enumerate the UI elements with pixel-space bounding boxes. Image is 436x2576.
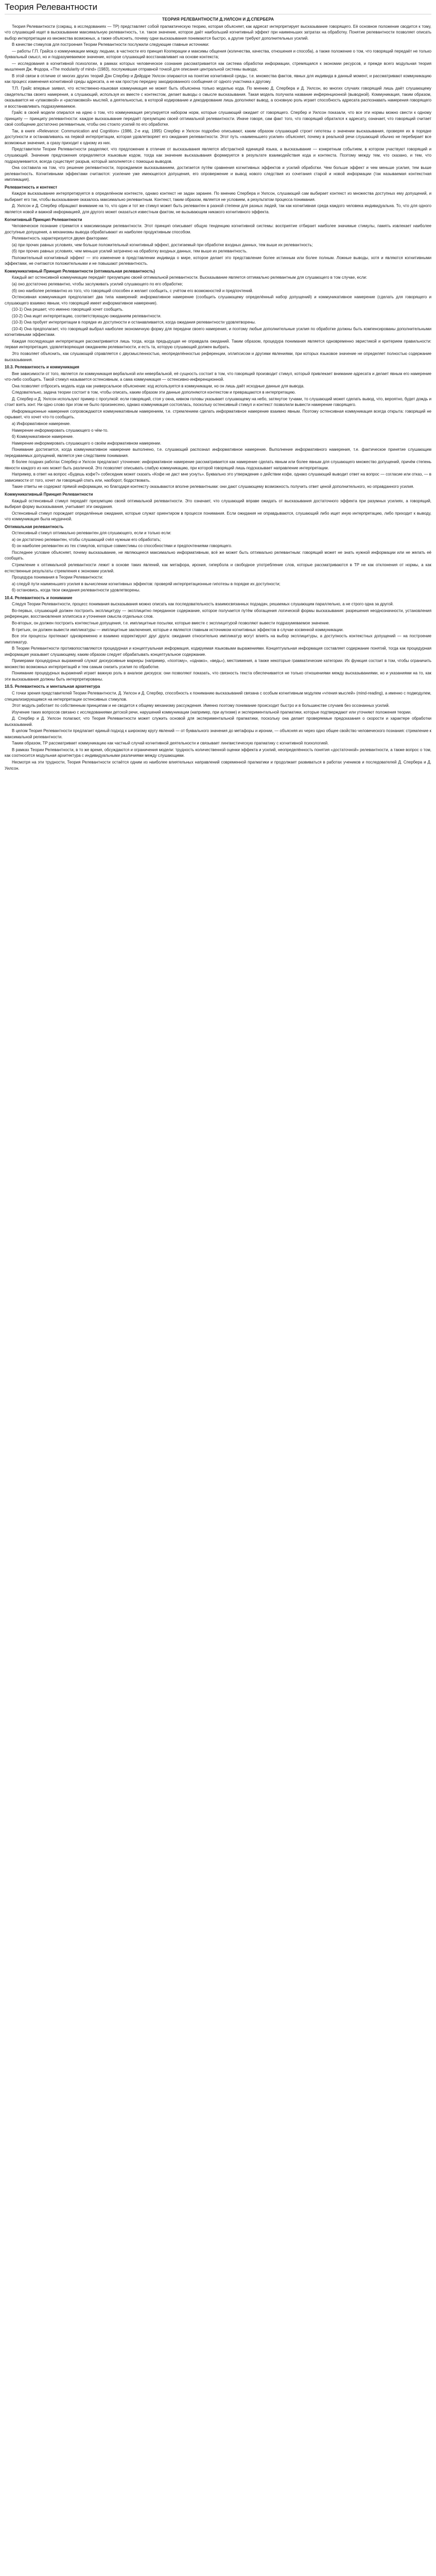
paragraph: Намерение информировать слушающего о своём информативном намерении. — [12, 440, 162, 446]
paragraph: Во-первых, слушающий должен построить эксплицитуру — эксплицитно переданное содержание, которое получается путём обогащения логической формы высказывания: разрешения неоднозначности, установления референции, восстановления эллипсиса и уточнения смысла отдельных слов. — [5, 608, 431, 619]
paragraph: Следовательно, задача теории состоит в том, чтобы описать, каким образом эти данные дополняются контекстом и превращаются в интерпретацию. — [12, 390, 296, 395]
paragraph: б) он наиболее релевантен из тех стимулов, которые совместимы со способностями и предпочтениями говорящего. — [12, 544, 233, 549]
paragraph: б) Коммуникативное намерение. — [12, 434, 74, 439]
paragraph: В целом Теория Релевантности предлагает единый подход к широкому кругу явлений — от буквального значения до метафоры и иронии, — объясняя их через одно общее свойство человеческого познания: стремление к максимальной релевантности. — [5, 728, 431, 739]
paragraph: Таким образом, ТР рассматривает коммуникацию как частный случай когнитивной деятельности и связывает лингвистическую прагматику с когнитивной психологией. — [12, 741, 329, 746]
paragraph: — работы Г.П. Грайса о коммуникации между людьми, в частности его принцип Кооперации и максимы общения (количества, качества, отношения и способа), а также положение о том, что говорящий передаёт не только буквальный смысл, но и подразумеваемое значение, которое слушающий восстанавливает на основе контекста; — [5, 48, 431, 60]
paragraph: С точки зрения представителей Теории Релевантности, Д. Уилсон и Д. Спербер, способность к пониманию высказываний связана с особым когнитивным модулем «чтения мыслей» (mind-reading), а именно с подмодулем, специализирующимся на интерпретации остенсивных стимулов. — [5, 690, 431, 702]
paragraph: (б) при прочих равных условиях, чем меньше усилий затрачено на обработку входных данных, тем выше их релевантность. — [12, 249, 248, 254]
paragraph: Каждое высказывание интерпретируется в определённом контексте, однако контекст не задан заранее. По мнению Спербера и Уилсон, слушающий сам выбирает контекст из множества доступных ему допущений, и выбирает его так, чтобы высказывание оказалось максимально релевантным. Контекст, таким образом, является не условием, а результатом процесса понимания. — [5, 191, 431, 202]
paragraph: Последнее условие объясняет, почему высказывание, не являющееся максимально информативным, всё же может быть оптимально релевантным: говорящий может не знать нужной информации или не желать её сообщать. — [5, 550, 431, 561]
section-heading: 10.3. Релевантность и коммуникация — [5, 365, 79, 370]
section-heading: Коммуникативный Принцип Релевантности (оптимальная релевантность) — [5, 268, 155, 274]
paragraph: а) Информативное намерение. — [12, 421, 71, 426]
paragraph: Вне зависимости от того, является ли коммуникация вербальной или невербальной, её сущность состоит в том, что говорящий производит стимул, который привлекает внимание адресата и делает явным его намерение что-либо сообщить. Такой стимул называется остенсивным, а сама коммуникация — остенсивно-инференционной. — [5, 371, 431, 382]
paragraph: Информационные намерения сопровождаются коммуникативным намерением, т.е. стремлением сделать информативное намерение взаимно явным. Поэтому остенсивная коммуникация всегда открыта: говорящий не скрывает, что хочет что-то сообщить. — [5, 409, 431, 420]
section-heading: 10.4. Релевантность и понимание — [5, 595, 73, 600]
paragraph: Понимание достигается, когда коммуникативное намерение выполнено, т.е. слушающий распознал информативное намерение. Выполнение информативного намерения, т.е. фактическое принятие слушающим передаваемых допущений, является уже следствием понимания. — [5, 447, 431, 458]
paragraph: В более поздних работах Спербер и Уилсон предлагают уточнение: информативное намерение рассматривается как намерение сделать явным или более явным для слушающего множество допущений, причём степень явности каждого из них может быть различной. Это позволяет описывать слабую коммуникацию, при которой говорящий лишь подсказывает направление интерпретации. — [5, 460, 431, 470]
document-body — [5, 24, 431, 773]
page-title: Теория Релевантности — [5, 0, 431, 14]
paragraph: Все эти процессы протекают одновременно и взаимно корректируют друг друга: ожидания относительно импликатур могут влиять на выбор эксплицитуры, а доступность контекстных допущений — на построение импликатур. — [5, 634, 431, 645]
paragraph: В Теории Релевантности противопоставляются процедурная и концептуальная информация, кодируемая языковыми выражениями. Концептуальная информация составляет содержание понятий, тогда как процедурная информация указывает слушающему, каким образом следует обрабатывать концептуальное содержание. — [5, 646, 431, 657]
paragraph: а) он достаточно релевантен, чтобы слушающий счёл нужным его обработать; — [12, 537, 161, 542]
section-heading: 10.5. Релевантность и ментальная архитектура — [5, 684, 100, 689]
paragraph: (10-1) Она решает, что именно говорящий хочет сообщить. — [12, 307, 124, 312]
document-page — [0, 0, 436, 773]
paragraph: Остенсивный стимул оптимально релевантен для слушающего, если и только если: — [12, 531, 171, 536]
paragraph: Такие ответы не содержат прямой информации, но благодаря контексту оказываются вполне релевантными: они дают слушающему возможность получить ответ ценой дополнительного, но оправданного усилия. — [12, 484, 414, 489]
paragraph: В качестве стимулов для построения Теории Релевантности послужили следующие главные источники: — [12, 42, 210, 47]
paragraph: Остенсивная коммуникация предполагает два типа намерений: информативное намерение (сообщить слушающему определённый набор допущений) и коммуникативное намерение (сделать для говорящего и слушающего взаимно явным, что говорящий имеет информативное намерение). — [5, 295, 431, 306]
paragraph: В рамках Теории Релевантности, в то же время, обсуждаются и ограничения модели: трудность количественной оценки эффекта и усилий, неопределённость понятия «достаточной» релевантности, а также вопрос о том, как соотносится модульная архитектура с индивидуальными различиями между слушающими. — [5, 747, 431, 758]
paragraph: Грайс в своей модели опирался на идею о том, что коммуникация регулируется набором норм, которые слушающий ожидает от говорящего. Спербер и Уилсон показали, что все эти нормы можно свести к одному принципу — принципу релевантности: каждое высказывание передаёт презумпцию своей оптимальной релевантности. Иначе говоря, сам факт того, что говорящий обратился к адресату, означает, что говорящий считает своё сообщение достаточно релевантным, чтобы оно стоило усилий по его обработке. — [5, 110, 431, 127]
paragraph: (б) оно наиболее релевантно из того, что говорящий способен и желает сообщить, с учётом его возможностей и предпочтений. — [12, 288, 253, 293]
paragraph: Примерами процедурных выражений служат дискурсивные маркеры (например, «поэтому», «однако», «ведь»), местоимения, а также некоторые грамматические категории. Их функция состоит в том, чтобы ограничить множество возможных интерпретаций и тем самым снизить усилия по обработке. — [5, 658, 431, 669]
section-heading: Когнитивный Принцип Релевантности — [5, 217, 82, 222]
paragraph: Процедура понимания в Теории Релевантности: — [12, 575, 103, 580]
paragraph: Представители Теории Релевантности разделяют, что предложение в отличие от высказывания является абстрактной единицей языка, а высказывание — конкретным событием, в котором участвуют говорящий и слушающий. Значение предложения определяется языковым кодом, тогда как значение высказывания формируется в результате взаимодействия кода и контекста. Поэтому между тем, что сказано, и тем, что подразумевается, всегда существует разрыв, который заполняется с помощью выводов. — [5, 147, 431, 164]
section-heading: Оптимальная релевантность — [5, 524, 64, 529]
paragraph: Каждый остенсивный стимул передаёт презумпцию своей оптимальной релевантности. Это означает, что слушающий вправе ожидать от высказывания достаточного эффекта при разумных усилиях, а говорящий, выбирая форму высказывания, учитывает эти ожидания. — [5, 498, 431, 510]
paragraph: В-третьих, он должен вывести импликатуры — имплицитные заключения, которые и являются главным источником когнитивных эффектов в случае косвенной коммуникации. — [12, 627, 344, 632]
paragraph: Т.П. Грайс впервые заявил, что естественно-языковая коммуникация не может быть объяснена только моделью кода. По мнению Д. Спербера и Д. Уилсон, во многих случаях говорящий лишь даёт слушающему свидетельства своего намерения, а слушающий, используя их вместе с контекстом, делает выводы о смысле высказывания. Такая модель получила название инференционной (выводной). Коммуникация, таким образом, оказывается не «упаковкой» и «распаковкой» мыслей, а деятельностью, в которой кодирование и декодирование лишь дополняют вывод, а основную роль играет способность адресата распознавать намерения говорящего и восстанавливать подразумеваемое. — [5, 86, 431, 109]
paragraph: Несмотря на эти трудности, Теория Релевантности остаётся одним из наиболее влиятельных направлений современной прагматики и продолжает развиваться в работах учеников и последователей Д. Спербера и Д. Уилсон. — [5, 759, 431, 771]
paragraph: Намерение информировать слушающего о чём-то. — [12, 428, 109, 433]
paragraph: Этот модуль работает по собственным принципам и не сводится к общему механизму рассуждения. Именно поэтому понимание происходит быстро и в большинстве случаев без осознанных усилий. — [12, 703, 390, 708]
section-heading: Релевантность и контекст — [5, 184, 58, 190]
paragraph: б) остановись, когда твои ожидания релевантности удовлетворены. — [12, 588, 141, 593]
paragraph: (10-2) Она ищет интерпретацию, соответствующую ожиданиям релевантности. — [12, 313, 162, 318]
paragraph: Теория Релевантности (сокращ. в исследованиях — ТР) представляет собой прагматическую теорию, которая объясняет, как адресат интерпретирует высказывание говорящего. Её основное положение сводится к тому, что слушающий ищет в высказывании максимальную релевантность, т.е. такое значение, которое даёт наибольший когнитивный эффект при наименьших затратах на обработку. Понятие релевантности позволяет описать выбор интерпретации из множества возможных, а также объяснить, почему одни высказывания понимаются быстро, а другие требуют дополнительных усилий. — [5, 24, 431, 41]
section-heading: Коммуникативный Принцип Релевантности — [5, 492, 93, 497]
paragraph: Во-вторых, он должен построить контекстные допущения, т.е. имплицитные посылки, которые вместе с эксплицитурой позволяют вывести подразумеваемое значение. — [12, 620, 330, 625]
paragraph: Например, в ответ на вопрос «Будешь кофе?» собеседник может сказать «Кофе не даст мне уснуть». Буквально это утверждение о действии кофе, однако слушающий выводит ответ на вопрос — согласие или отказ, — в зависимости от того, хочет ли говорящий спать или, наоборот, бодрствовать. — [5, 472, 431, 483]
paragraph: — исследования в когнитивной психологии, в рамках которых человеческое сознание рассматривается как система обработки информации, стремящаяся к экономии ресурсов, и прежде всего модульная теория мышления Дж. Фодора, «The modularity of mind» (1983), послужившая отправной точкой для описания центральной системы вывода; — [5, 61, 431, 72]
paragraph: В этой связи в отличие от многих других теорий Дэн Спербер и Дейрдре Уилсон опираются на понятие когнитивной среды, т.е. множества фактов, явных для индивида в данный момент, и рассматривают коммуникацию как процесс изменения когнитивной среды адресата, а не как простую передачу закодированного сообщения от одного участника к другому. — [5, 73, 431, 84]
paragraph: Стремление к оптимальной релевантности лежит в основе таких явлений, как метафора, ирония, гипербола и свободное употребление слов, которые рассматриваются в ТР не как отклонения от нормы, а как естественные результаты стремления к экономии усилий. — [5, 563, 431, 573]
paragraph: Она позволяет отбросить модель кода как универсальное объяснение: код используется в коммуникации, но он лишь даёт исходные данные для вывода. — [12, 383, 305, 388]
paragraph: Человеческое познание стремится к максимизации релевантности. Этот принцип описывает общую тенденцию когнитивной системы: восприятие отбирает наиболее значимые стимулы, память извлекает наиболее доступные допущения, а механизмы вывода обрабатывают их наиболее продуктивным способом. — [5, 224, 431, 234]
paragraph: Она составила на том, что решение релевантности, порождаемое высказыванием, достигается путём сравнения когнитивных эффектов и усилий обработки. Чем больше эффект и чем меньше усилия, тем выше релевантность. Когнитивными эффектами считаются: усиление уже имеющегося допущения, его опровержение и вывод нового следствия из сочетания старой и новой информации (так называемая контекстная импликация). — [5, 165, 431, 182]
paragraph: (10-3) Она пробует интерпретации в порядке их доступности и останавливается, когда ожидания релевантности удовлетворены. — [12, 320, 256, 325]
paragraph: (10-4) Она предполагает, что говорящий выбрал наиболее экономичную форму для передачи своего намерения, и поэтому любые дополнительные усилия по обработке должны быть компенсированы дополнительными когнитивными эффектами. — [5, 326, 431, 337]
paragraph: Положительный когнитивный эффект — это изменение в представлении индивида о мире, которое делает это представление более истинным или более полным. Ложные выводы, хотя и являются когнитивными эффектами, не считаются положительными и не повышают релевантность. — [5, 255, 431, 266]
paragraph: Д. Спербер и Д. Уилсон используют пример с прогулкой: если говорящий, стоя у окна, кивком головы указывает слушающему на небо, затянутое тучами, то слушающий может сделать вывод, что, вероятно, будет дождь и стоит взять зонт. Ни одно слово при этом не было произнесено, однако коммуникация состоялась, поскольку остенсивный стимул и контекст позволили вывести намерение говорящего. — [5, 396, 431, 408]
paragraph: (а) при прочих равных условиях, чем больше положительный когнитивный эффект, достигаемый при обработке входных данных, тем выше их релевантность; — [12, 242, 313, 247]
document-title: ТЕОРИЯ РЕЛЕВАНТНОСТИ Д.УИЛСОН И Д.СПЕРБЕРА — [162, 17, 274, 22]
paragraph: Это позволяет объяснить, как слушающий справляется с двусмысленностью, неопределённостью референции, эллипсисом и другими явлениями, при которых языковое значение не определяет полностью содержание высказывания. — [5, 351, 431, 362]
paragraph: Изучение таких вопросов связано с исследованиями детской речи, нарушений коммуникации (например, при аутизме) и экспериментальной прагматики, которые подтверждают или уточняют положения теории. — [12, 709, 412, 715]
paragraph: Понимание процедурных выражений играет важную роль в анализе дискурса: они позволяют показать, что связность текста обеспечивается не только отношениями между высказываниями, но и указаниями на то, как эти высказывания должны быть интерпретированы. — [5, 671, 431, 682]
paragraph: Так, в книге «Relevance: Communication and Cognition» (1986, 2-е изд. 1995) Спербер и Уилсон подробно описывают, каким образом слушающий строит гипотезы о значении высказывания, проверяя их в порядке доступности и останавливаясь на первой интерпретации, которая удовлетворяет его ожидания релевантности. Этот путь «наименьшего усилия» объясняет, почему в реальной речи слушающий обычно не перебирает все возможные значения, а сразу приходит к одному из них. — [5, 128, 431, 145]
paragraph: Д. Спербер и Д. Уилсон полагают, что Теория Релевантности может служить основой для экспериментальной прагматики, поскольку она делает проверяемые предсказания о скорости и характере обработки высказываний. — [5, 716, 431, 727]
paragraph: Каждая последующая интерпретация рассматривается лишь тогда, когда предыдущая не оправдала ожиданий. Таким образом, процедура понимания является одновременно эвристикой и критерием правильности: первая интерпретация, удовлетворяющая ожиданиям релевантности, и есть та, которую слушающий должен выбрать. — [5, 338, 431, 350]
paragraph: Остенсивный стимул порождает определённые ожидания, которые служат ориентиром в процессе понимания. Если ожидания не оправдываются, слушающий либо ищет иную интерпретацию, либо приходит к выводу, что коммуникация была неудачной. — [5, 511, 431, 522]
paragraph: а) следуй пути наименьшего усилия в вычислении когнитивных эффектов: проверяй интерпретационные гипотезы в порядке их доступности; — [12, 581, 281, 586]
paragraph: Релевантность характеризуется двумя факторами: — [12, 236, 109, 241]
paragraph: Следуя Теории Релевантности, процесс понимания высказывания можно описать как последовательность взаимосвязанных подзадач, решаемых слушающим параллельно, а не строго одна за другой. — [12, 602, 394, 607]
paragraph: Каждый акт остенсивной коммуникации передаёт презумпцию своей оптимальной релевантности. Высказывание является оптимально релевантным для слушающего в том случае, если: — [12, 275, 368, 280]
paragraph: (а) оно достаточно релевантно, чтобы заслуживать усилий слушающего по его обработке; — [12, 281, 183, 286]
paragraph: Д. Уилсон и Д. Спербер обращают внимание на то, что один и тот же стимул может быть релевантен в разной степени для разных людей, так как когнитивная среда каждого человека индивидуальна. То, что для одного является новой и важной информацией, для другого может оказаться известным фактом, не вызывающим никакого когнитивного эффекта. — [5, 204, 431, 214]
